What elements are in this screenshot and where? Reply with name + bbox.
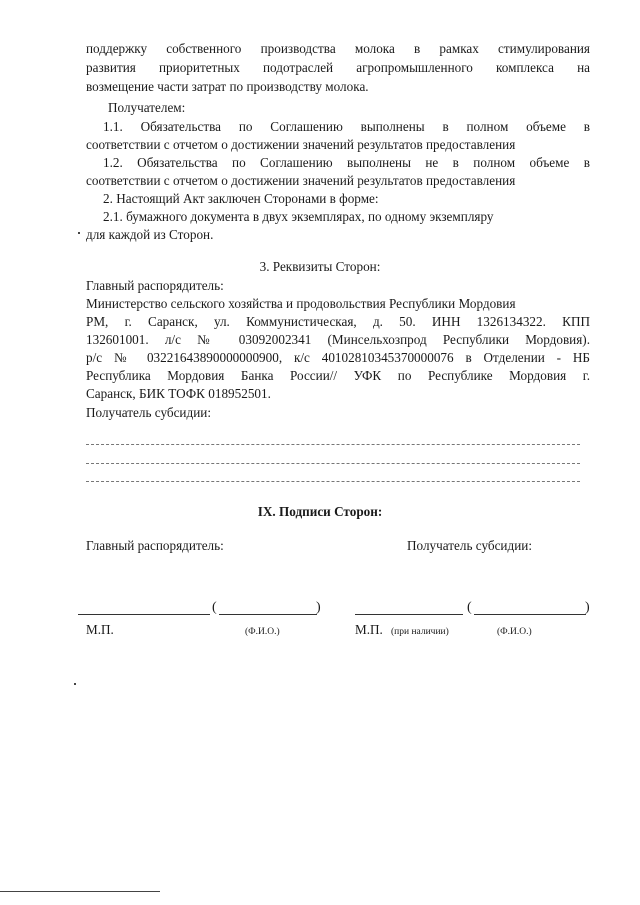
scan-speck: [78, 232, 80, 234]
fio-caption-right: (Ф.И.О.): [497, 627, 532, 637]
clause-1-2: 1.2. Обязательства по Соглашению выполнены не в полном объеме в: [103, 155, 590, 170]
requisites-line: Саранск, БИК ТОФК 018952501.: [86, 386, 271, 401]
footnote-rule: [0, 891, 160, 892]
requisites-line: Республика Мордовия Банка России// УФК по Республике Мордовия г.: [86, 368, 590, 383]
blank-line: [86, 481, 580, 482]
text-line: возмещение части затрат по производству молока.: [86, 79, 369, 94]
main-manager-label: Главный распорядитель:: [86, 278, 224, 293]
recipient-heading: Получателем:: [108, 100, 186, 115]
fio-line: [219, 614, 317, 615]
fio-line: [474, 614, 586, 615]
clause-1-1: 1.1. Обязательства по Соглашению выполнены в полном объеме в: [103, 119, 590, 134]
signature-line: [78, 614, 210, 615]
signatures-heading: IX. Подписи Сторон:: [257, 504, 383, 519]
stamp-note-right: (при наличии): [391, 627, 449, 637]
clause-2: 2. Настоящий Акт заключен Сторонами в форме:: [103, 191, 379, 206]
close-paren: ): [316, 600, 321, 615]
text-line: развития приоритетных подотраслей агропромышленного комплекса на: [86, 60, 590, 75]
open-paren: (: [467, 600, 472, 615]
requisites-heading: 3. Реквизиты Сторон:: [259, 259, 381, 274]
clause-2-1: 2.1. бумажного документа в двух экземплярах, по одному экземпляру: [103, 209, 494, 224]
signature-line: [355, 614, 463, 615]
signature-right-label: Получатель субсидии:: [407, 538, 532, 553]
requisites-line: р/с № 03221643890000000900, к/с 40102810345370000076 в Отделении - НБ: [86, 350, 590, 365]
text-line: для каждой из Сторон.: [86, 227, 214, 242]
blank-line: [86, 444, 580, 445]
fio-caption-left: (Ф.И.О.): [245, 627, 280, 637]
requisites-line: Министерство сельского хозяйства и продовольствия Республики Мордовия: [86, 296, 516, 311]
text-line: соответствии с отчетом о достижении значений результатов предоставления: [86, 173, 516, 188]
blank-line: [86, 463, 580, 464]
open-paren: (: [212, 600, 217, 615]
text-line: поддержку собственного производства молока в рамках стимулирования: [86, 41, 590, 56]
requisites-line: РМ, г. Саранск, ул. Коммунистическая, д. 50. ИНН 1326134322. КПП: [86, 314, 590, 329]
signature-left-label: Главный распорядитель:: [86, 538, 224, 553]
stamp-place-left: М.П.: [86, 622, 114, 637]
recipient-label: Получатель субсидии:: [86, 405, 211, 420]
scan-speck: [74, 683, 76, 685]
stamp-place-right: М.П.: [355, 622, 383, 637]
text-line: соответствии с отчетом о достижении значений результатов предоставления: [86, 137, 516, 152]
close-paren: ): [585, 600, 590, 615]
requisites-line: 132601001. л/с № 03092002341 (Минсельхозпрод Республики Мордовия).: [86, 332, 590, 347]
